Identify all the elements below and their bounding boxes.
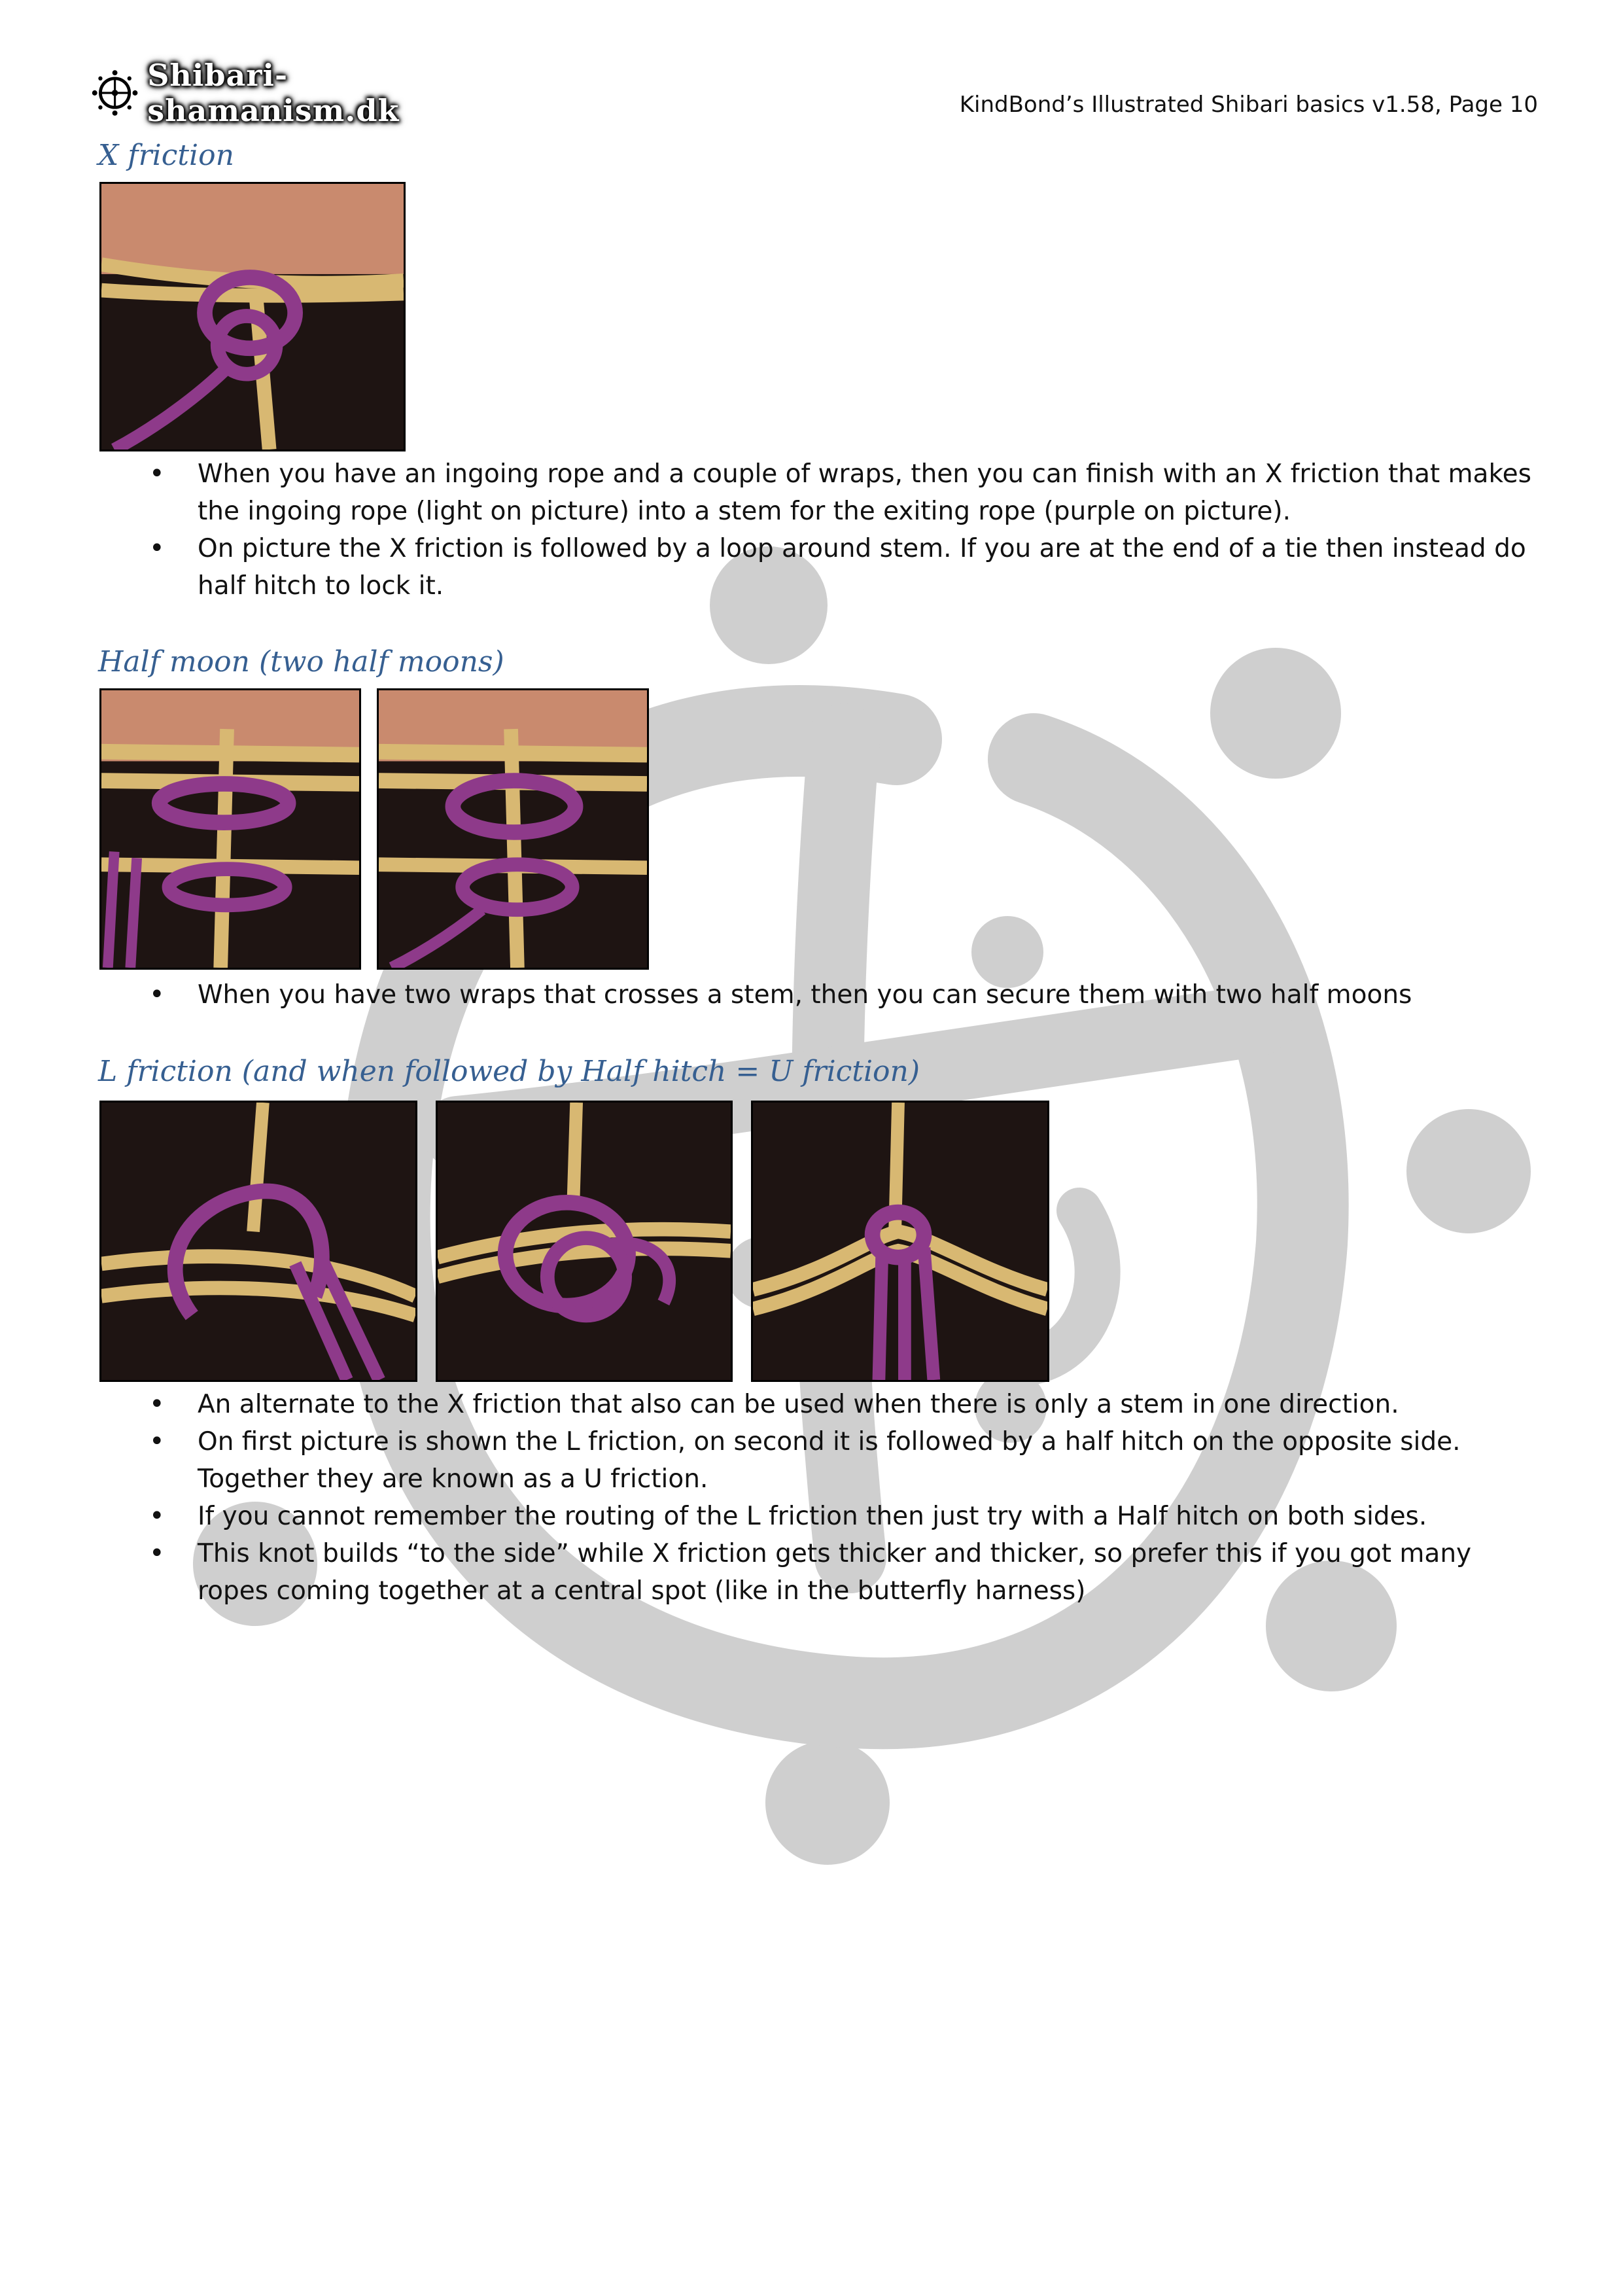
section-heading-half-moon: Half moon (two half moons)	[98, 645, 504, 679]
list-item: • When you have two wraps that crosses a stem, then you can secure them with two half moons	[0, 976, 1623, 1014]
photo-x-friction	[99, 182, 406, 451]
logo-text: Shibari-shamanism.dk	[147, 58, 400, 128]
list-item: • On first picture is shown the L friction, on second it is followed by a half hitch on the opposite side. Together they are known as a U friction.	[0, 1423, 1623, 1498]
list-item: • This knot builds “to the side” while X friction gets thicker and thicker, so prefer this if you got many ropes coming together at a central spot (like in the butterfly harness)	[0, 1535, 1623, 1610]
bullet-list-half-moon	[0, 976, 1623, 1014]
section-heading-l-friction: L friction (and when followed by Half hitch = U friction)	[98, 1055, 920, 1088]
page-info: KindBond’s Illustrated Shibari basics v1.58, Page 10	[959, 92, 1538, 118]
list-item: • An alternate to the X friction that also can be used when there is only a stem in one direction.	[0, 1386, 1623, 1423]
photo-l-friction-1	[99, 1101, 417, 1382]
list-item: • When you have an ingoing rope and a couple of wraps, then you can finish with an X friction that makes the ingoing rope (light on picture) into a stem for the exiting rope (purple on picture).	[0, 455, 1623, 530]
bullet-list-l-friction	[0, 1386, 1623, 1610]
photo-half-moon-2	[377, 688, 649, 970]
logo-sun-icon	[92, 63, 138, 122]
photo-l-friction-2	[436, 1101, 733, 1382]
list-item: • If you cannot remember the routing of the L friction then just try with a Half hitch on both sides.	[0, 1498, 1623, 1535]
list-item: • On picture the X friction is followed by a loop around stem. If you are at the end of a tie then instead do half hitch to lock it.	[0, 530, 1623, 605]
photo-l-friction-3	[751, 1101, 1049, 1382]
section-heading-x-friction: X friction	[98, 139, 234, 172]
photo-half-moon-1	[99, 688, 361, 970]
site-logo	[92, 58, 458, 128]
bullet-list-x-friction	[0, 455, 1623, 605]
